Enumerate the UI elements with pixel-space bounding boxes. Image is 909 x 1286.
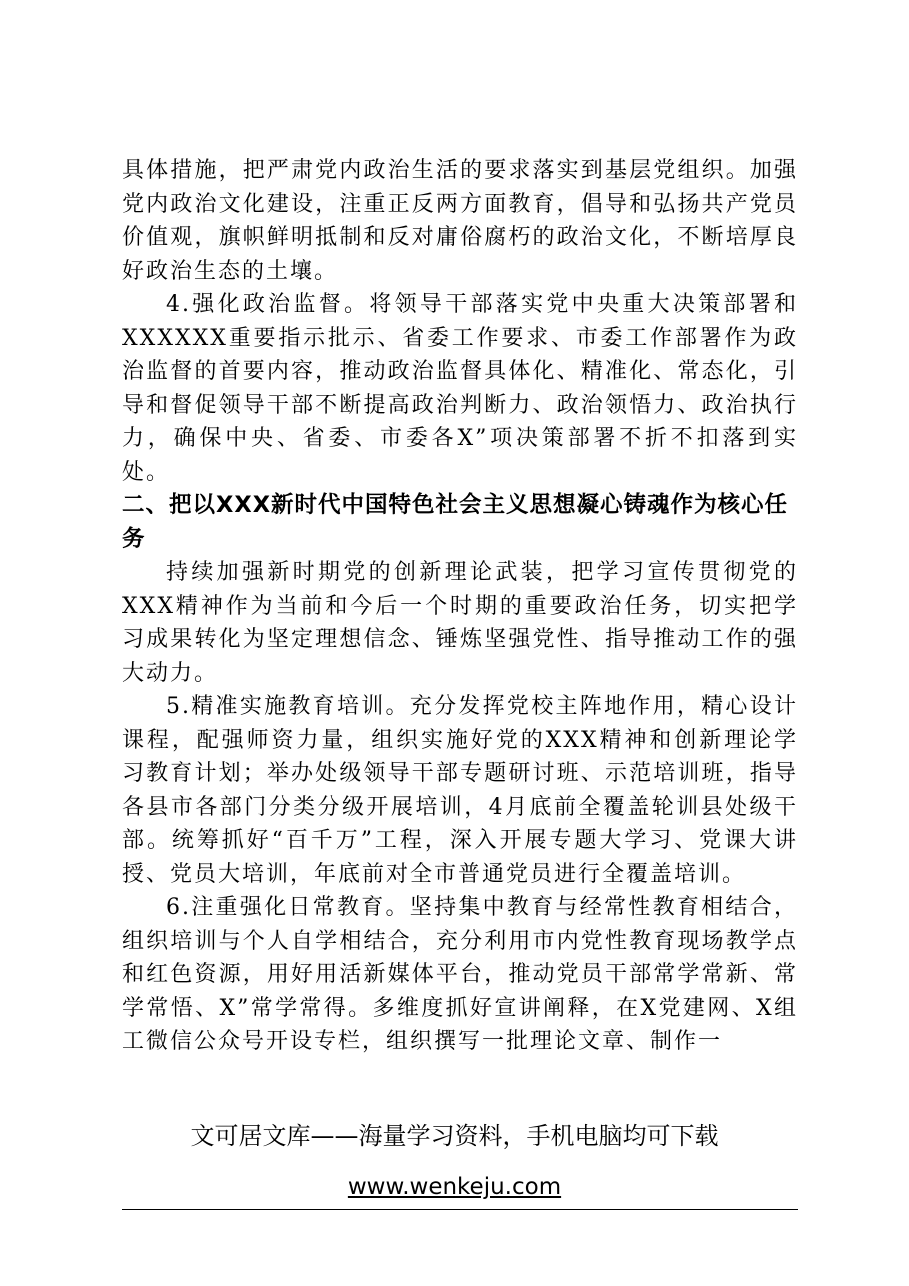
document-body [122, 154, 798, 1059]
footer-url[interactable] [0, 1174, 909, 1200]
paragraph-item-6: 6.注重强化日常教育。坚持集中教育与经常性教育相结合，组织培训与个人自学相结合，充分利用市内党性教育现场教学点和红色资源，用好用活新媒体平台，推动党员干部常学常新、常学常悟、X”常学常得。多维度抓好宣讲阐释，在X党建网、X组工微信公众号开设专栏，组织撰写一批理论文章、制作一 [122, 895, 798, 1054]
footer-divider [122, 1209, 798, 1210]
section-heading-2: 二、把以XXX新时代中国特色社会主义思想凝心铸魂作为核心任务 [122, 492, 789, 552]
paragraph-item-4: 4.强化政治监督。将领导干部落实党中央重大决策部署和XXXXXX重要指示批示、省委工作要求、市委工作部署作为政治监督的首要内容，推动政治监督具体化、精准化、常态化，引导和督促领导干部不断提高政治判断力、政治领悟力、政治执行力，确保中央、省委、市委各X”项决策部署不折不扣落到实处。 [122, 292, 798, 485]
footer-title: 文可居文库——海量学习资料，手机电脑均可下载 [190, 1122, 719, 1150]
paragraph-item-5: 5.精准实施教育培训。充分发挥党校主阵地作用，精心设计课程，配强师资力量，组织实施好党的XXX精神和创新理论学习教育计划；举办处级领导干部专题研讨班、示范培训班，指导各县市各部门分类分级开展培训，4月底前全覆盖轮训县处级干部。统筹抓好“百千万”工程，深入开展专题大学习、党课大讲授、党员大培训，年底前对全市普通党员进行全覆盖培训。 [122, 694, 798, 887]
footer-url-link[interactable]: www.wenkeju.com [347, 1174, 562, 1200]
paragraph-section-intro: 持续加强新时期党的创新理论武装，把学习宣传贯彻党的XXX精神作为当前和今后一个时期的重要政治任务，切实把学习成果转化为坚定理想信念、锤炼坚强党性、指导推动工作的强大动力。 [122, 560, 798, 686]
paragraph-1: 具体措施，把严肃党内政治生活的要求落实到基层党组织。加强党内政治文化建设，注重正反两方面教育，倡导和弘扬共产党员价值观，旗帜鲜明抵制和反对庸俗腐朽的政治文化，不断培厚良好政治生态的土壤。 [122, 158, 798, 284]
